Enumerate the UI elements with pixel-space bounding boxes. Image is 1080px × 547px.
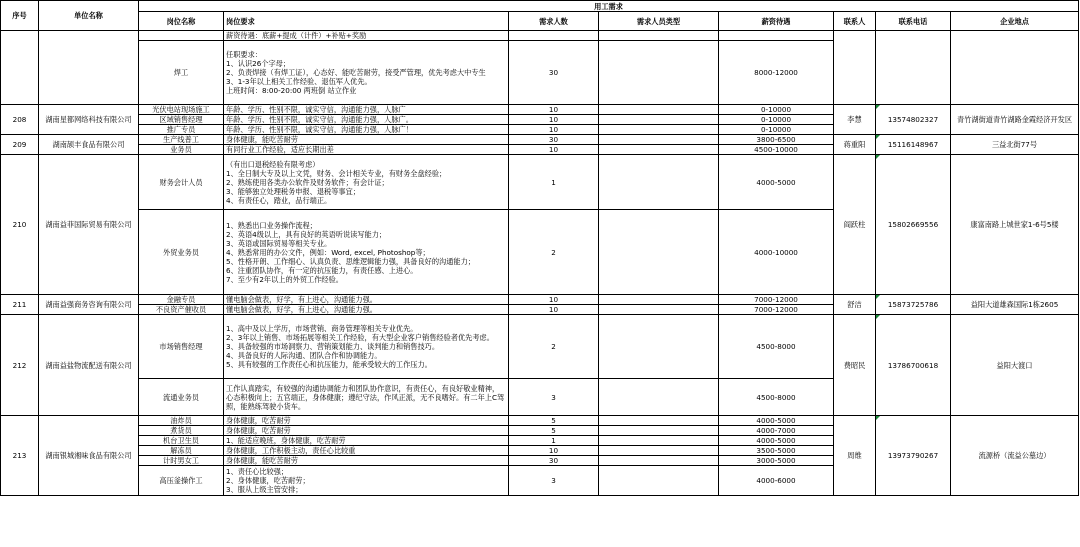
requirement-cell: 身体健康，能吃苦耐劳 [224, 135, 509, 145]
count-cell: 10 [509, 305, 599, 315]
count-cell: 2 [509, 210, 599, 295]
address-cell: 青竹湖街道青竹湖路金霞经济开发区 [951, 105, 1079, 135]
table-row [1, 315, 1079, 379]
header-phone: 联系电话 [876, 12, 951, 31]
unit-cell [39, 31, 139, 105]
position-cell: 金融专员 [139, 295, 224, 305]
address-cell [951, 31, 1079, 105]
phone-cell: 13574802327 [876, 105, 951, 135]
salary-cell: 4000-7000 [719, 426, 834, 436]
salary-cell: 4000-6000 [719, 466, 834, 496]
type-cell [599, 466, 719, 496]
type-cell [599, 125, 719, 135]
position-cell: 光伏电站现场施工 [139, 105, 224, 115]
requirement-cell: 年龄、学历、性别不限，诚实守信，沟通能力强，人脉广！ [224, 125, 509, 135]
type-cell [599, 155, 719, 210]
count-cell: 3 [509, 379, 599, 416]
unit-cell: 湖南益盐物流配送有限公司 [39, 315, 139, 416]
seq-cell: 213 [1, 416, 39, 496]
count-cell: 1 [509, 155, 599, 210]
seq-cell [1, 31, 39, 105]
count-cell: 10 [509, 125, 599, 135]
position-cell: 计时男女工 [139, 456, 224, 466]
salary-cell: 0-10000 [719, 125, 834, 135]
phone-cell [876, 31, 951, 105]
phone-cell: 15873725786 [876, 295, 951, 315]
position-cell: 流通业务员 [139, 379, 224, 416]
salary-cell: 4000-5000 [719, 416, 834, 426]
header-unit: 单位名称 [39, 1, 139, 31]
header-seq: 序号 [1, 1, 39, 31]
count-cell: 30 [509, 135, 599, 145]
address-cell: 益阳大道雄森国际1栋2605 [951, 295, 1079, 315]
requirement-cell: 1、能适应晚班，身体健康，吃苦耐劳 [224, 436, 509, 446]
position-cell: 区域销售经理 [139, 115, 224, 125]
type-cell [599, 31, 719, 41]
count-cell [509, 31, 599, 41]
type-cell [599, 295, 719, 305]
header-count: 需求人数 [509, 12, 599, 31]
salary-cell: 7000-12000 [719, 295, 834, 305]
requirement-cell: 薪资待遇：底薪+提成（计件）+补贴+奖励 [224, 31, 509, 41]
unit-cell: 湖南益强商务咨询有限公司 [39, 295, 139, 315]
type-cell [599, 105, 719, 115]
salary-cell: 3000-5000 [719, 456, 834, 466]
address-cell: 三益北街77号 [951, 135, 1079, 155]
count-cell: 5 [509, 426, 599, 436]
requirement-cell: 身体健康，工作积极主动，责任心比较重 [224, 446, 509, 456]
count-cell: 2 [509, 315, 599, 379]
position-cell: 不良资产催收员 [139, 305, 224, 315]
type-cell [599, 379, 719, 416]
count-cell: 10 [509, 105, 599, 115]
position-cell: 财务会计人员 [139, 155, 224, 210]
seq-cell: 208 [1, 105, 39, 135]
type-cell [599, 210, 719, 295]
requirement-cell: 年龄、学历、性别不限，诚实守信，沟通能力强，人脉广。 [224, 115, 509, 125]
seq-cell: 211 [1, 295, 39, 315]
table-row [1, 31, 1079, 41]
salary-cell: 4000-5000 [719, 155, 834, 210]
seq-cell: 209 [1, 135, 39, 155]
unit-cell: 湖南益菲国际贸易有限公司 [39, 155, 139, 295]
count-cell: 10 [509, 115, 599, 125]
count-cell: 1 [509, 436, 599, 446]
unit-cell: 湖南星都网络科技有限公司 [39, 105, 139, 135]
header-row-columns [1, 12, 1079, 31]
address-cell: 康富南路上城世家1-6号5楼 [951, 155, 1079, 295]
count-cell: 30 [509, 41, 599, 105]
salary-cell: 4000-5000 [719, 436, 834, 446]
position-cell [139, 31, 224, 41]
type-cell [599, 145, 719, 155]
phone-cell: 15116148967 [876, 135, 951, 155]
count-cell: 10 [509, 295, 599, 305]
table-row [1, 105, 1079, 115]
header-contact: 联系人 [834, 12, 876, 31]
requirement-cell: 1、高中及以上学历，市场营销、商务管理等相关专业优先。 2、3年以上销售、市场拓展等相关工作经验，有大型企业客户销售经验者优先考虑。 3、具备较强的市场洞察力、营销策划能力、谈判能力和销售技巧。 4、具备良好的人际沟通、团队合作和协调能力。 5、具有较强的工作责任心和抗压能力，能承受较大的工作压力。 [224, 315, 509, 379]
contact-cell: 周维 [834, 416, 876, 496]
requirement-cell: 身体健康，吃苦耐劳 [224, 416, 509, 426]
position-cell: 市场销售经理 [139, 315, 224, 379]
count-cell: 3 [509, 466, 599, 496]
type-cell [599, 446, 719, 456]
requirement-cell: 1、责任心比较强； 2、身体健康，吃苦耐劳； 3、服从上级主管安排； [224, 466, 509, 496]
phone-cell: 13973790267 [876, 416, 951, 496]
count-cell: 10 [509, 145, 599, 155]
requirement-cell: 年龄、学历、性别不限，诚实守信，沟通能力强，人脉广 [224, 105, 509, 115]
seq-cell: 210 [1, 155, 39, 295]
phone-cell: 13786700618 [876, 315, 951, 416]
table-row [1, 155, 1079, 210]
salary-cell: 4500-8000 [719, 379, 834, 416]
type-cell [599, 115, 719, 125]
salary-cell [719, 31, 834, 41]
requirement-cell: 身体健康，能吃苦耐劳 [224, 456, 509, 466]
salary-cell: 3800-6500 [719, 135, 834, 145]
position-cell: 油炸员 [139, 416, 224, 426]
type-cell [599, 426, 719, 436]
table-row [1, 416, 1079, 426]
table-row [1, 135, 1079, 145]
contact-cell: 李慧 [834, 105, 876, 135]
type-cell [599, 315, 719, 379]
type-cell [599, 456, 719, 466]
unit-cell: 湖南颉丰食品有限公司 [39, 135, 139, 155]
requirement-cell: （有出口退税经验有限考虑） 1、全日制大专及以上文凭，财务、会计相关专业，有财务全盘经验； 2、熟练使用各类办公软件及财务软件；有会计证； 3、能够独立处理税务申报、退税等事宜； 4、有责任心，踏业，品行端正。 [224, 155, 509, 210]
header-requirement: 岗位要求 [224, 12, 509, 31]
position-cell: 高压釜操作工 [139, 466, 224, 496]
address-cell: 益阳大渡口 [951, 315, 1079, 416]
count-cell: 10 [509, 446, 599, 456]
seq-cell: 212 [1, 315, 39, 416]
header-position: 岗位名称 [139, 12, 224, 31]
contact-cell: 舒洁 [834, 295, 876, 315]
count-cell: 5 [509, 416, 599, 426]
position-cell: 机台卫生员 [139, 436, 224, 446]
address-cell: 流源桥（流益公墓边） [951, 416, 1079, 496]
contact-cell: 费昭民 [834, 315, 876, 416]
requirement-cell: 任职要求： 1、认识26个字母； 2、负责焊接（有焊工证），心态好、能吃苦耐劳，接受严管理，优先考虑大中专生 3、1-3年以上相关工作经验、退伍军人优先。 上班时间：8:00-20:00 两班倒 站立作业 [224, 41, 509, 105]
contact-cell: 阎跃柱 [834, 155, 876, 295]
requirement-cell: 懂电脑会做表，好学，有上进心，沟通能力强。 [224, 295, 509, 305]
count-cell: 30 [509, 456, 599, 466]
header-salary: 薪资待遇 [719, 12, 834, 31]
salary-cell: 3500-5000 [719, 446, 834, 456]
header-group: 用工需求 [139, 1, 1079, 12]
salary-cell: 8000-12000 [719, 41, 834, 105]
salary-cell: 4000-10000 [719, 210, 834, 295]
header-address: 企业地点 [951, 12, 1079, 31]
type-cell [599, 436, 719, 446]
position-cell: 解冻员 [139, 446, 224, 456]
salary-cell: 4500-8000 [719, 315, 834, 379]
type-cell [599, 305, 719, 315]
requirement-cell: 有同行业工作经验，适应长期出差 [224, 145, 509, 155]
position-cell: 推广专员 [139, 125, 224, 135]
position-cell: 业务员 [139, 145, 224, 155]
position-cell: 外贸业务员 [139, 210, 224, 295]
header-type: 需求人员类型 [599, 12, 719, 31]
position-cell: 焊工 [139, 41, 224, 105]
requirement-cell: 身体健康，吃苦耐劳 [224, 426, 509, 436]
contact-cell [834, 31, 876, 105]
requirement-cell: 懂电脑会做表，好学，有上进心，沟通能力强。 [224, 305, 509, 315]
type-cell [599, 416, 719, 426]
requirement-cell: 1、熟悉出口业务操作流程； 2、英语4级以上，具有良好的英语听说读写能力； 3、英语或国际贸易等相关专业。 4、熟悉常用的办公文件，例如：Word, excel, Photoshop等； 5、性格开朗、工作细心、认真负责、思维逻辑能力强，具备良好的沟通能力； 6、注重团队协作，有一定的抗压能力，有责任感、上进心。 7、至少有2年以上的外贸工作经验。 [224, 210, 509, 295]
salary-cell: 0-10000 [719, 115, 834, 125]
type-cell [599, 135, 719, 145]
table-row [1, 295, 1079, 305]
phone-cell: 15802669556 [876, 155, 951, 295]
type-cell [599, 41, 719, 105]
salary-cell: 0-10000 [719, 105, 834, 115]
position-cell: 生产线普工 [139, 135, 224, 145]
header-row-top [1, 1, 1079, 12]
contact-cell: 蒋重阳 [834, 135, 876, 155]
position-cell: 煮货员 [139, 426, 224, 436]
unit-cell: 湖南银城湘味食品有限公司 [39, 416, 139, 496]
requirement-cell: 工作认真踏实，有较强的沟通协调能力和团队协作意识，有责任心，有良好敬业精神，心态积极向上；五官端正，身体健康；遵纪守法，作风正派，无不良嗜好。有二年上C驾照，能熟练驾驶小货车。 [224, 379, 509, 416]
salary-cell: 7000-12000 [719, 305, 834, 315]
salary-cell: 4500-10000 [719, 145, 834, 155]
